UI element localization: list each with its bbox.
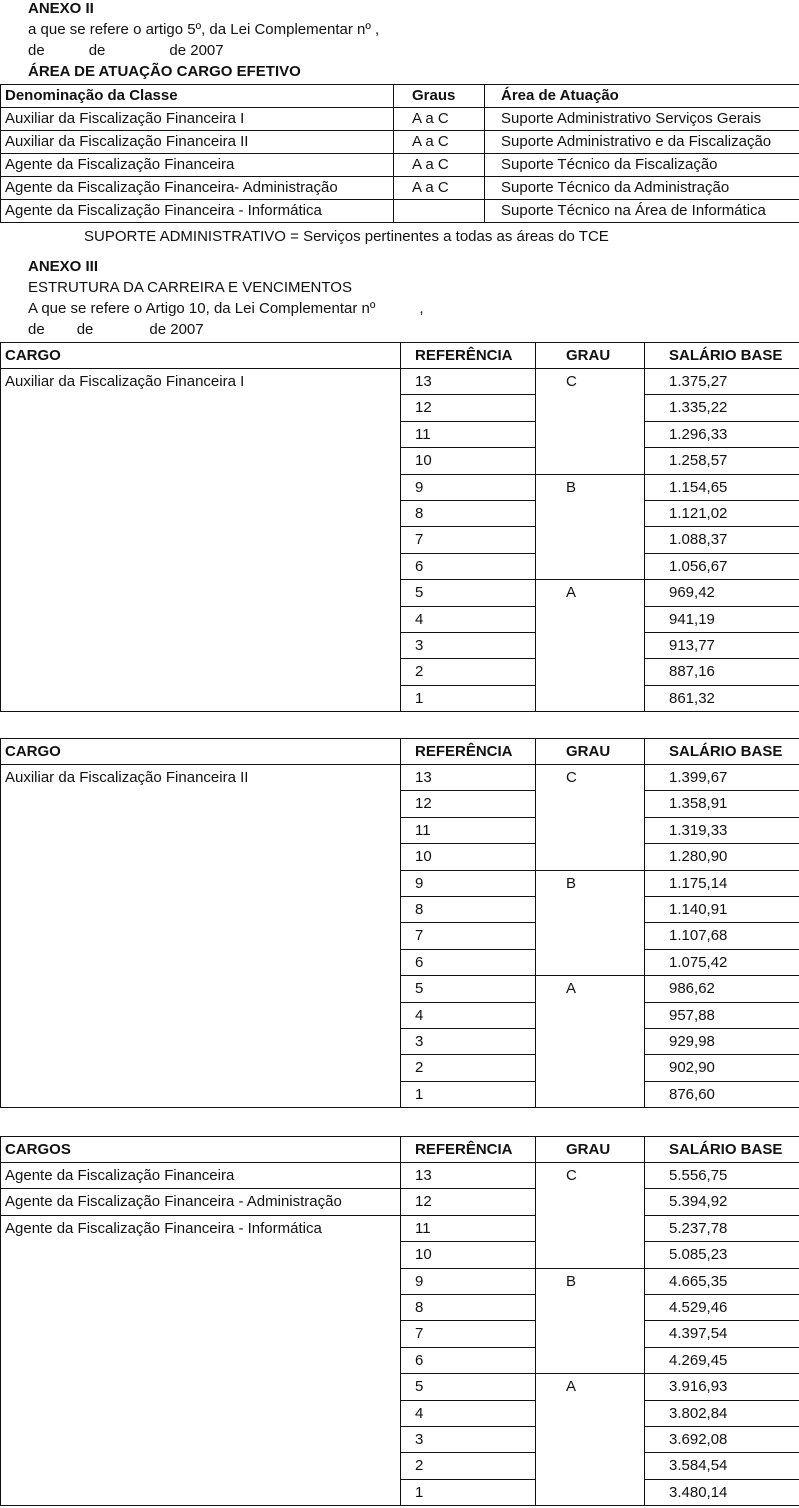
header-referencia: REFERÊNCIA [401, 739, 536, 765]
cell-denominacao: Agente da Fiscalização Financeira [1, 154, 394, 177]
cell-grau [536, 685, 645, 711]
table-row [1, 1163, 799, 1189]
cell-cargo [1, 1400, 401, 1426]
cell-grau [536, 1215, 645, 1241]
header-referencia: REFERÊNCIA [401, 343, 536, 369]
table-row [1, 1453, 799, 1479]
table-row [1, 1295, 799, 1321]
cell-grau [536, 553, 645, 579]
cell-grau [536, 395, 645, 421]
cell-referencia: 11 [401, 421, 536, 447]
cell-cargo [1, 474, 401, 500]
cell-referencia: 1 [401, 685, 536, 711]
cell-referencia: 12 [401, 395, 536, 421]
cell-grau [536, 844, 645, 870]
cell-salario-base: 1.107,68 [645, 923, 799, 949]
cell-salario-base: 957,88 [645, 1002, 799, 1028]
annex2-date-de2: de [88, 42, 106, 59]
cell-cargo: Auxiliar da Fiscalização Financeira II [1, 765, 401, 791]
cell-grau [536, 949, 645, 975]
table-row [1, 200, 799, 223]
table-row [1, 791, 799, 817]
cell-referencia: 9 [401, 870, 536, 896]
cell-cargo [1, 1374, 401, 1400]
cell-cargo [1, 1427, 401, 1453]
table-row [1, 976, 799, 1002]
cell-referencia: 6 [401, 553, 536, 579]
cell-grau [536, 659, 645, 685]
cell-cargo [1, 1081, 401, 1107]
table-row [1, 1215, 799, 1241]
cell-referencia: 2 [401, 1055, 536, 1081]
cell-grau: A [536, 976, 645, 1002]
header-grau: GRAU [536, 343, 645, 369]
cell-grau [536, 1055, 645, 1081]
cell-cargo [1, 791, 401, 817]
cell-salario-base: 861,32 [669, 689, 715, 707]
table-row [1, 421, 799, 447]
table-row [1, 1029, 799, 1055]
table-row [1, 1479, 799, 1505]
cell-grau [536, 1479, 645, 1505]
cell-cargo [1, 633, 401, 659]
cell-referencia: 9 [401, 474, 536, 500]
cell-referencia: 5 [401, 580, 536, 606]
cell-salario-base: 1.375,27 [645, 369, 799, 395]
cell-denominacao: Agente da Fiscalização Financeira- Administração [1, 177, 394, 200]
table-row [1, 1242, 799, 1268]
cell-referencia: 7 [401, 923, 536, 949]
header-salario-base: SALÁRIO BASE [645, 343, 799, 369]
cell-referencia: 1 [401, 1479, 536, 1505]
cell-cargo [1, 421, 401, 447]
table-row [1, 1347, 799, 1373]
table-row [1, 131, 799, 154]
cell-salario-base: 876,60 [669, 1085, 715, 1103]
table-row [1, 817, 799, 843]
cell-salario-base: 1.140,91 [645, 897, 799, 923]
cell-salario-base: 969,42 [645, 580, 799, 606]
header-cargo: CARGO [1, 739, 401, 765]
table-row [1, 633, 799, 659]
annex3-date-line [28, 319, 204, 340]
cell-cargo [1, 1347, 401, 1373]
cell-cargo [1, 949, 401, 975]
annex2-date-line [28, 40, 224, 61]
cell-referencia: 12 [401, 1189, 536, 1215]
table-row [1, 923, 799, 949]
cell-grau [536, 1242, 645, 1268]
cell-salario-base: 1.399,67 [645, 765, 799, 791]
cell-referencia: 5 [401, 976, 536, 1002]
cell-grau [536, 817, 645, 843]
table-row [1, 369, 799, 395]
cell-grau [536, 1321, 645, 1347]
cell-salario-base: 1.280,90 [645, 844, 799, 870]
annex2-title: ANEXO II [28, 0, 94, 17]
cell-referencia: 3 [401, 1427, 536, 1453]
cell-referencia: 10 [401, 844, 536, 870]
cell-grau [536, 1081, 645, 1107]
cell-referencia: 3 [401, 1029, 536, 1055]
table-row [1, 108, 799, 131]
cell-referencia: 6 [401, 1347, 536, 1373]
table-row [1, 580, 799, 606]
cell-salario-base: 902,90 [645, 1055, 799, 1081]
cell-grau [536, 448, 645, 474]
cell-grau [536, 923, 645, 949]
cell-salario-base: 1.358,91 [645, 791, 799, 817]
cell-grau [536, 1295, 645, 1321]
cell-salario-base: 986,62 [645, 976, 799, 1002]
cell-salario-base: 3.802,84 [645, 1400, 799, 1426]
cell-area: Suporte Administrativo Serviços Gerais [485, 108, 799, 131]
header-salario-base: SALÁRIO BASE [645, 739, 799, 765]
cell-salario-base: 887,16 [645, 659, 799, 685]
cell-cargo [1, 1242, 401, 1268]
table-header-row [1, 1137, 799, 1163]
table-row [1, 1055, 799, 1081]
cell-salario-base: 4.397,54 [645, 1321, 799, 1347]
cell-cargo [1, 1295, 401, 1321]
annex3-date-de1: de [28, 321, 45, 338]
table-row [1, 870, 799, 896]
cell-cargo [1, 1055, 401, 1081]
cell-cargo [1, 580, 401, 606]
table-row [1, 501, 799, 527]
cell-cargo [1, 553, 401, 579]
table-row [1, 1268, 799, 1294]
cell-referencia: 1 [401, 1081, 536, 1107]
cell-grau [536, 1029, 645, 1055]
cell-salario-base: 4.529,46 [645, 1295, 799, 1321]
cell-referencia: 4 [401, 1002, 536, 1028]
header-grau: GRAU [536, 1137, 645, 1163]
cell-referencia: 6 [401, 949, 536, 975]
cell-graus: A a C [394, 177, 485, 200]
cell-cargo [1, 897, 401, 923]
annex3-reference-comma: , [419, 300, 424, 317]
cell-salario-base: 3.916,93 [645, 1374, 799, 1400]
table-row [1, 897, 799, 923]
table-row [1, 606, 799, 632]
cell-cargo [1, 527, 401, 553]
cell-cargo [1, 976, 401, 1002]
cell-cargo: Agente da Fiscalização Financeira [1, 1163, 401, 1189]
cell-cargo [1, 923, 401, 949]
annex2-reference-line: a que se refere o artigo 5º, da Lei Complementar nº , [28, 21, 380, 38]
cell-graus: A a C [394, 154, 485, 177]
table-row [1, 1427, 799, 1453]
annex2-note: SUPORTE ADMINISTRATIVO = Serviços pertinentes a todas as áreas do TCE [84, 228, 609, 245]
cell-referencia: 4 [401, 1400, 536, 1426]
annex3-title: ANEXO III [28, 258, 99, 275]
table-row [1, 1374, 799, 1400]
table-row [1, 1321, 799, 1347]
table-row [1, 1081, 799, 1107]
cell-grau [536, 1002, 645, 1028]
cell-denominacao: Auxiliar da Fiscalização Financeira I [1, 108, 394, 131]
table-row [1, 553, 799, 579]
area-atuacao-table [0, 84, 799, 223]
cell-grau: A [536, 1374, 645, 1400]
cell-salario-base: 5.394,92 [645, 1189, 799, 1215]
table-row [1, 395, 799, 421]
cell-area: Suporte Administrativo e da Fiscalização [485, 131, 799, 154]
header-graus: Graus [394, 85, 485, 108]
cell-grau: A [536, 580, 645, 606]
cell-referencia: 3 [401, 633, 536, 659]
cell-referencia: 7 [401, 1321, 536, 1347]
cell-salario-base: 3.480,14 [669, 1483, 728, 1501]
cell-grau: C [536, 765, 645, 791]
cell-area: Suporte Técnico na Área de Informática [485, 200, 799, 223]
cell-salario-base: 3.584,54 [645, 1453, 799, 1479]
table-row [1, 949, 799, 975]
cell-referencia: 7 [401, 527, 536, 553]
cell-grau: C [536, 369, 645, 395]
salary-table-auxiliar-i [0, 342, 799, 712]
cell-area: Suporte Técnico da Fiscalização [485, 154, 799, 177]
cell-referencia: 8 [401, 501, 536, 527]
cell-referencia: 11 [401, 817, 536, 843]
cell-graus: A a C [394, 108, 485, 131]
cell-area: Suporte Técnico da Administração [485, 177, 799, 200]
cell-referencia: 9 [401, 1268, 536, 1294]
cell-referencia: 2 [401, 659, 536, 685]
cell-cargo [1, 1479, 401, 1505]
cell-cargo: Auxiliar da Fiscalização Financeira I [1, 369, 401, 395]
cell-grau [536, 1427, 645, 1453]
cell-cargo [1, 685, 401, 711]
cell-grau [536, 1347, 645, 1373]
header-referencia: REFERÊNCIA [401, 1137, 536, 1163]
cell-grau [536, 527, 645, 553]
annex2-date-de1: de [28, 42, 45, 59]
cell-cargo [1, 1321, 401, 1347]
cell-cargo [1, 659, 401, 685]
cell-grau [536, 633, 645, 659]
cell-referencia: 11 [401, 1215, 536, 1241]
cell-salario-base: 4.269,45 [645, 1347, 799, 1373]
cell-salario-base: 1.258,57 [645, 448, 799, 474]
annex2-date-year: de 2007 [169, 42, 224, 59]
cell-grau [536, 791, 645, 817]
table-row [1, 527, 799, 553]
cell-salario-base: 1.175,14 [645, 870, 799, 896]
cell-denominacao: Agente da Fiscalização Financeira - Informática [1, 200, 394, 223]
cell-cargo: Agente da Fiscalização Financeira - Administração [1, 1189, 401, 1215]
cell-cargo [1, 395, 401, 421]
cell-referencia: 8 [401, 897, 536, 923]
cell-cargo [1, 1029, 401, 1055]
table-row [1, 1002, 799, 1028]
cell-grau [536, 501, 645, 527]
cell-grau [536, 606, 645, 632]
cell-salario-base: 1.056,67 [645, 553, 799, 579]
cell-graus [394, 200, 485, 223]
salary-table-auxiliar-ii [0, 738, 799, 1108]
annex3-reference-text: A que se refere o Artigo 10, da Lei Complementar nº [28, 300, 376, 317]
cell-salario-base: 1.296,33 [645, 421, 799, 447]
cell-referencia: 13 [401, 369, 536, 395]
cell-salario-base: 4.665,35 [645, 1268, 799, 1294]
cell-cargo [1, 448, 401, 474]
cell-salario-base: 1.154,65 [645, 474, 799, 500]
cell-cargo [1, 501, 401, 527]
cell-salario-base: 5.556,75 [645, 1163, 799, 1189]
header-denominacao: Denominação da Classe [1, 85, 394, 108]
cell-referencia: 13 [401, 1163, 536, 1189]
cell-cargo [1, 1453, 401, 1479]
cell-grau: B [536, 1268, 645, 1294]
cell-salario-base: 1.335,22 [645, 395, 799, 421]
cell-referencia: 13 [401, 765, 536, 791]
table-row [1, 659, 799, 685]
table-header-row [1, 85, 799, 108]
cell-salario-base: 5.085,23 [645, 1242, 799, 1268]
cell-graus: A a C [394, 131, 485, 154]
cell-cargo: Agente da Fiscalização Financeira - Informática [1, 1215, 401, 1241]
cell-grau: B [536, 870, 645, 896]
table-header-row [1, 343, 799, 369]
cell-referencia: 10 [401, 448, 536, 474]
cell-salario-base: 1.121,02 [645, 501, 799, 527]
table-row [1, 844, 799, 870]
cell-cargo [1, 606, 401, 632]
cell-cargo [1, 870, 401, 896]
cell-salario-base: 1.075,42 [645, 949, 799, 975]
cell-denominacao: Auxiliar da Fiscalização Financeira II [1, 131, 394, 154]
table-row [1, 154, 799, 177]
cell-grau: B [536, 474, 645, 500]
cell-salario-base: 5.237,78 [645, 1215, 799, 1241]
cell-grau: C [536, 1163, 645, 1189]
cell-referencia: 12 [401, 791, 536, 817]
table-row [1, 177, 799, 200]
table-header-row [1, 739, 799, 765]
cell-grau [536, 897, 645, 923]
header-area: Área de Atuação [485, 85, 799, 108]
cell-cargo [1, 1002, 401, 1028]
annex3-subtitle: ESTRUTURA DA CARREIRA E VENCIMENTOS [28, 279, 352, 296]
header-grau: GRAU [536, 739, 645, 765]
cell-grau [536, 1400, 645, 1426]
cell-cargo [1, 1268, 401, 1294]
table-row [1, 685, 799, 711]
cell-cargo [1, 844, 401, 870]
header-cargo: CARGOS [1, 1137, 401, 1163]
table-row [1, 1189, 799, 1215]
annex3-reference-line [28, 298, 424, 319]
table-row [1, 448, 799, 474]
annex2-section-title: ÁREA DE ATUAÇÃO CARGO EFETIVO [28, 63, 301, 80]
cell-grau [536, 421, 645, 447]
cell-salario-base: 1.088,37 [645, 527, 799, 553]
cell-referencia: 5 [401, 1374, 536, 1400]
salary-table-agentes [0, 1136, 799, 1506]
cell-referencia: 10 [401, 1242, 536, 1268]
cell-referencia: 2 [401, 1453, 536, 1479]
cell-salario-base: 3.692,08 [645, 1427, 799, 1453]
header-salario-base: SALÁRIO BASE [645, 1137, 799, 1163]
cell-salario-base: 913,77 [645, 633, 799, 659]
cell-salario-base: 1.319,33 [645, 817, 799, 843]
table-row [1, 765, 799, 791]
table-row [1, 1400, 799, 1426]
cell-salario-base: 929,98 [645, 1029, 799, 1055]
annex3-date-year: de 2007 [149, 321, 204, 338]
cell-salario-base: 941,19 [645, 606, 799, 632]
header-cargo: CARGO [1, 343, 401, 369]
cell-cargo [1, 817, 401, 843]
cell-grau [536, 1453, 645, 1479]
annex3-date-de2: de [76, 321, 94, 338]
cell-grau [536, 1189, 645, 1215]
cell-referencia: 4 [401, 606, 536, 632]
cell-referencia: 8 [401, 1295, 536, 1321]
table-row [1, 474, 799, 500]
